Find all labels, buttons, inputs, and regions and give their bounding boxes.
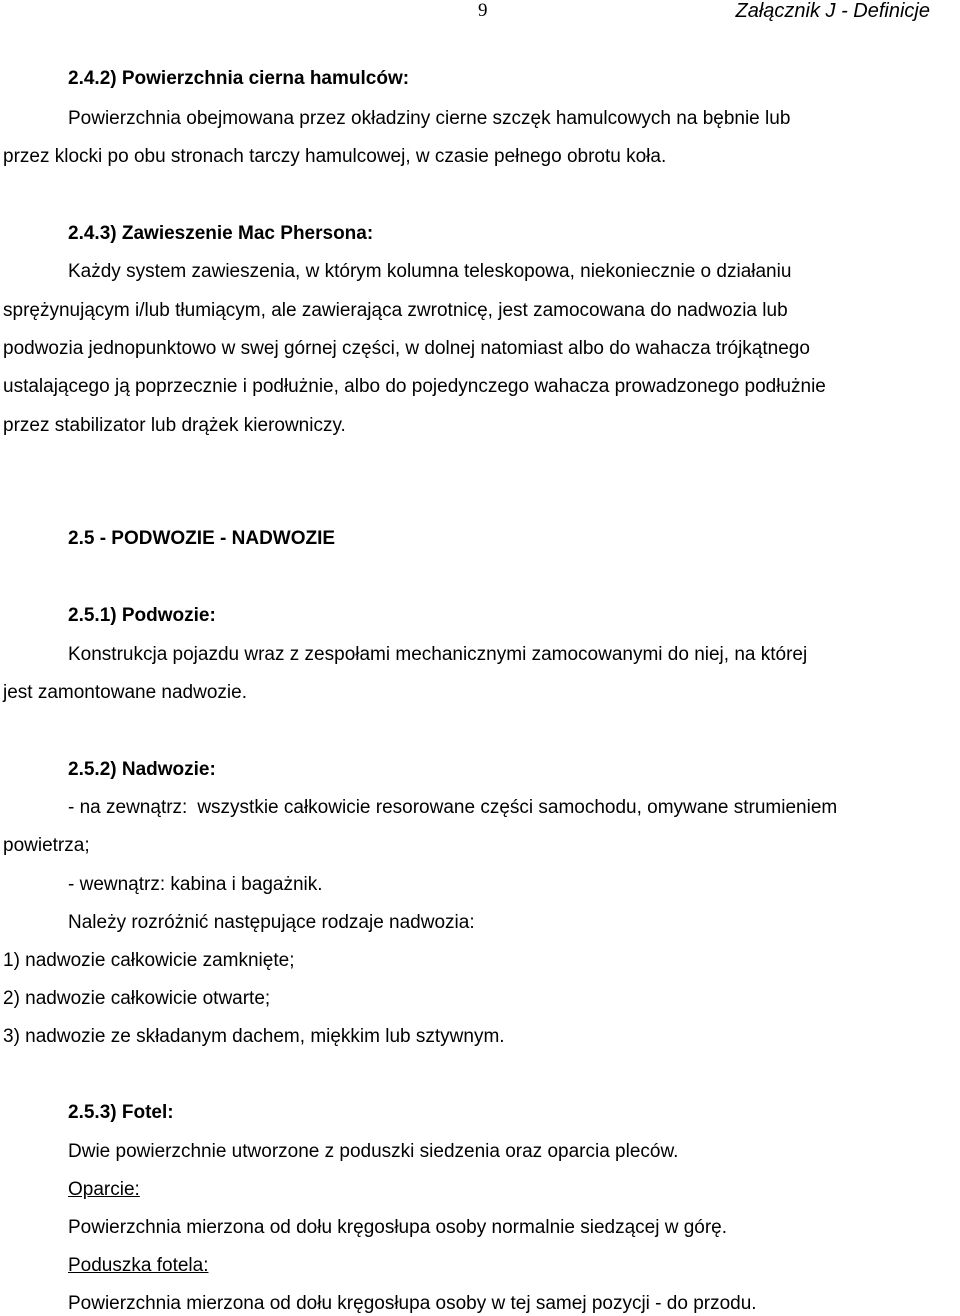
paragraph-line: przez klocki po obu stronach tarczy hamulcowej, w czasie pełnego obrotu koła.: [3, 146, 667, 167]
page-header-title: Załącznik J - Definicje: [735, 0, 930, 22]
paragraph-line: ustalającego ją poprzecznie i podłużnie, albo do pojedynczego wahacza prowadzonego podłużnie: [3, 376, 826, 397]
backrest-label: Oparcie:: [68, 1179, 140, 1200]
paragraph-line: podwozia jednopunktowo w swej górnej części, w dolnej natomiast albo do wahacza trójkątnego: [3, 338, 810, 359]
list-item: 1) nadwozie całkowicie zamknięte;: [3, 950, 295, 971]
list-item: 3) nadwozie ze składanym dachem, miękkim lub sztywnym.: [3, 1026, 505, 1047]
section-heading-2-5: 2.5 - PODWOZIE - NADWOZIE: [68, 528, 336, 549]
paragraph-line: Powierzchnia obejmowana przez okładziny cierne szczęk hamulcowych na bębnie lub: [68, 108, 791, 129]
outside-label: - na zewnątrz:: [68, 797, 188, 818]
paragraph-line: sprężynującym i/lub tłumiącym, ale zawierająca zwrotnicę, jest zamocowana do nadwozia lub: [3, 300, 788, 321]
paragraph-line: przez stabilizator lub drążek kierowniczy.: [3, 415, 346, 436]
paragraph-line: Powierzchnia mierzona od dołu kręgosłupa osoby normalnie siedzącej w górę.: [68, 1217, 728, 1238]
paragraph-line: Należy rozróżnić następujące rodzaje nadwozia:: [68, 912, 475, 933]
outside-definition: [68, 796, 837, 820]
paragraph-line: jest zamontowane nadwozie.: [3, 682, 247, 703]
section-heading-2-5-3: 2.5.3) Fotel:: [68, 1102, 174, 1123]
paragraph-line: Powierzchnia mierzona od dołu kręgosłupa osoby w tej samej pozycji - do przodu.: [68, 1293, 757, 1314]
section-heading-2-4-2: 2.4.2) Powierzchnia cierna hamulców:: [68, 68, 410, 89]
page-number: 9: [478, 0, 488, 21]
inside-definition: - wewnątrz: kabina i bagażnik.: [68, 874, 323, 895]
section-heading-2-4-3: 2.4.3) Zawieszenie Mac Phersona:: [68, 223, 374, 244]
paragraph-line: powietrza;: [3, 835, 90, 856]
outside-text: wszystkie całkowicie resorowane części samochodu, omywane strumieniem: [197, 797, 838, 818]
cushion-label: Poduszka fotela:: [68, 1255, 209, 1276]
paragraph-line: Dwie powierzchnie utworzone z poduszki siedzenia oraz oparcia pleców.: [68, 1141, 679, 1162]
list-item: 2) nadwozie całkowicie otwarte;: [3, 988, 271, 1009]
section-heading-2-5-1: 2.5.1) Podwozie:: [68, 605, 216, 626]
paragraph-line: Konstrukcja pojazdu wraz z zespołami mechanicznymi zamocowanymi do niej, na której: [68, 644, 808, 665]
paragraph-line: Każdy system zawieszenia, w którym kolumna teleskopowa, niekoniecznie o działaniu: [68, 261, 792, 282]
section-heading-2-5-2: 2.5.2) Nadwozie:: [68, 759, 216, 780]
